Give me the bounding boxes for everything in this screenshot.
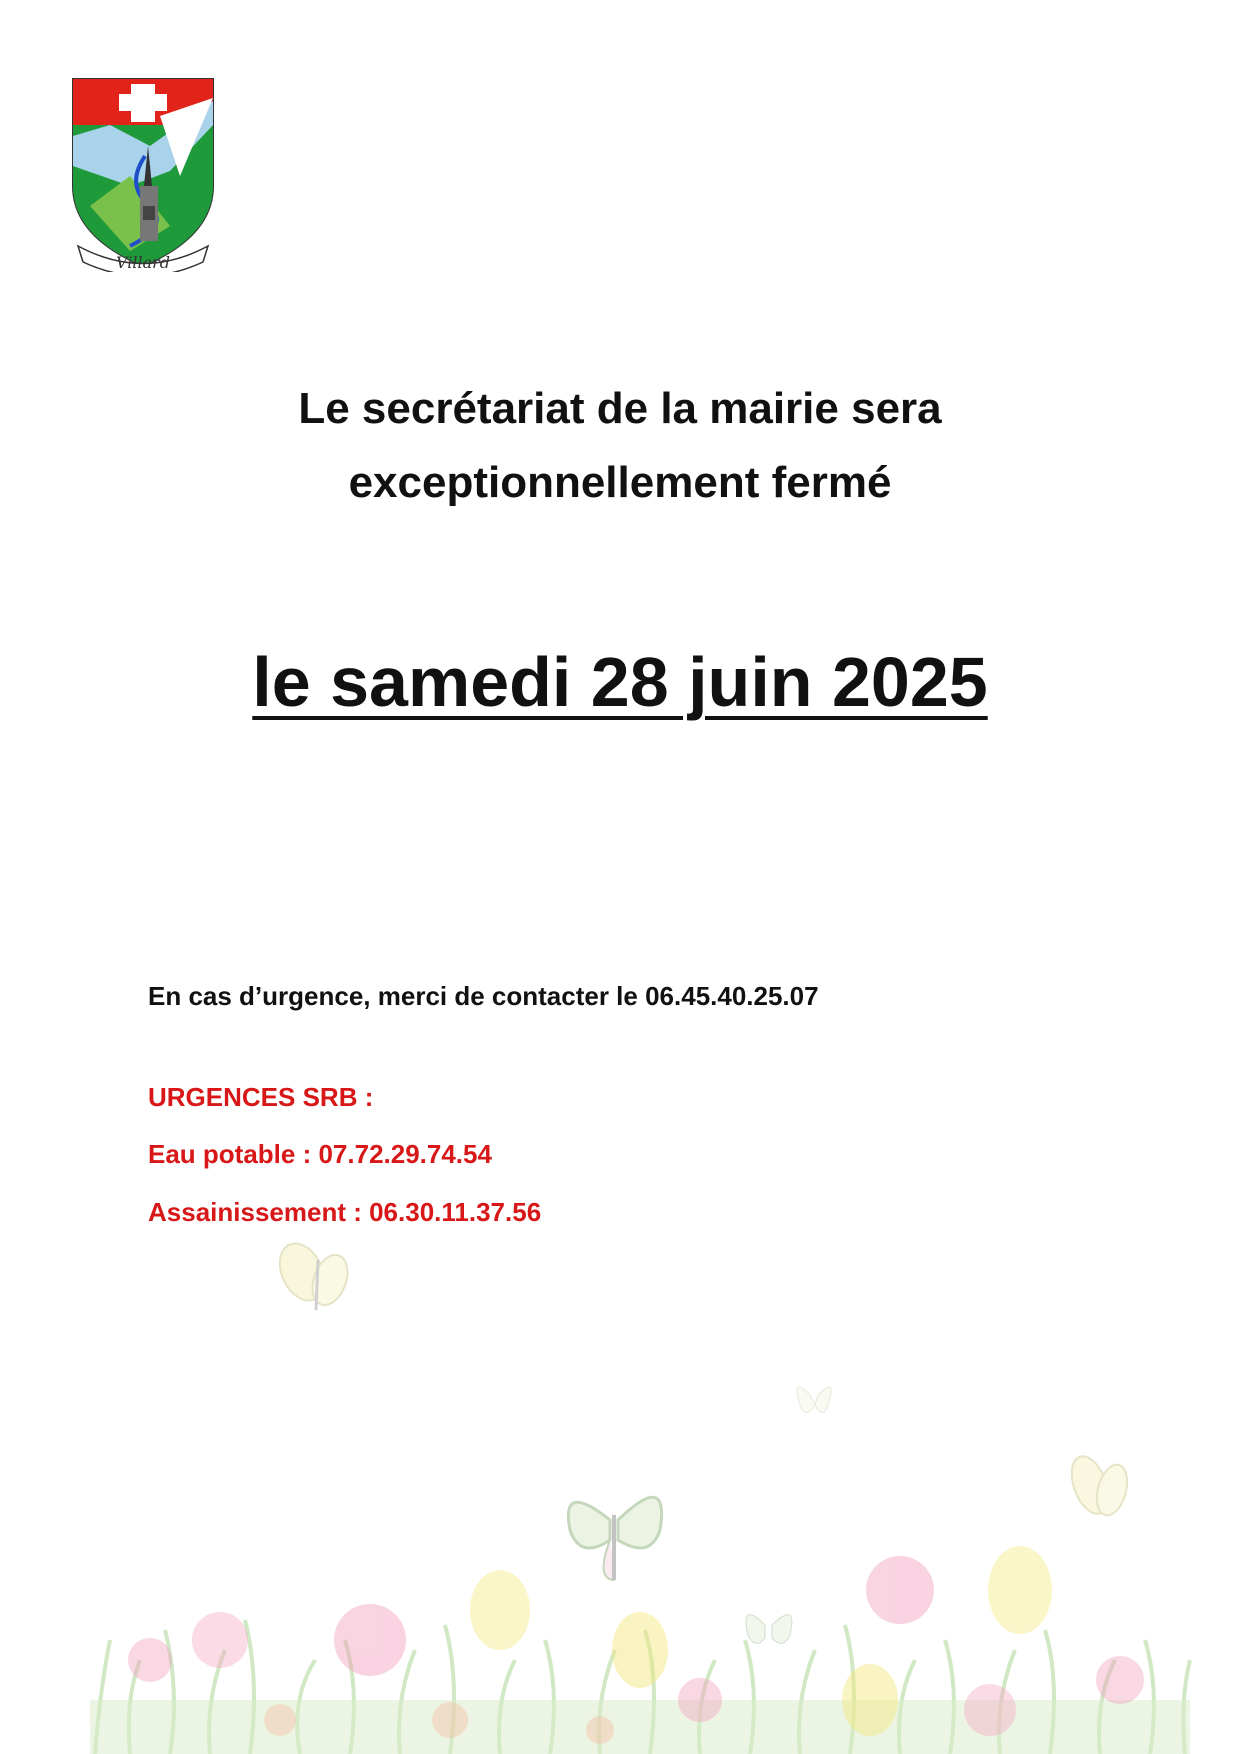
notice-title-line1: Le secrétariat de la mairie sera — [298, 384, 942, 433]
closure-date — [120, 640, 1120, 724]
butterfly-icon — [746, 1615, 792, 1644]
notice-title-line2: exceptionnellement fermé — [348, 458, 892, 507]
flower-icon — [128, 1546, 1144, 1744]
urgences-water-line: Eau potable : 07.72.29.74.54 — [148, 1139, 492, 1169]
villard-crest-logo — [70, 76, 216, 272]
butterfly-icon — [568, 1497, 661, 1580]
closure-date-text: le samedi 28 juin 2025 — [252, 643, 988, 721]
urgences-srb-title: URGENCES SRB : — [148, 1082, 374, 1112]
urgences-sanitation-line: Assainissement : 06.30.11.37.56 — [148, 1197, 542, 1227]
notice-title — [120, 372, 1120, 520]
crest-motto: Villard — [115, 253, 171, 272]
emergency-contact: En cas d’urgence, merci de contacter le 06.45.40.25.07 — [148, 981, 819, 1011]
grass — [95, 1620, 1190, 1754]
butterfly-icon — [1065, 1451, 1133, 1518]
butterfly-icon — [797, 1387, 832, 1413]
butterfly-icon — [271, 1236, 354, 1310]
